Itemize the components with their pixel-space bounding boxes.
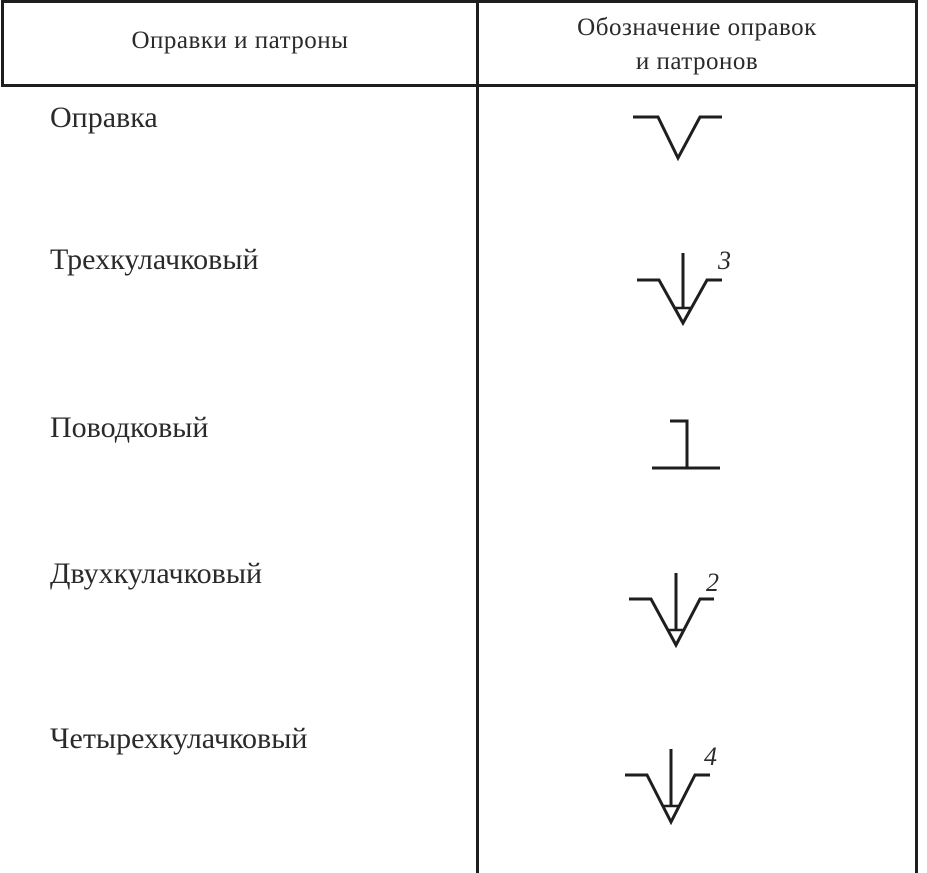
jaw-count-2: 2	[706, 568, 719, 597]
header-col-mandrels-chucks	[4, 24, 476, 58]
jaw-count-3: 3	[718, 246, 731, 275]
two-jaw-chuck-symbol-icon	[626, 567, 736, 657]
table-right-border	[915, 0, 918, 873]
four-jaw-chuck-symbol-icon	[622, 742, 732, 835]
header-bottom-border	[1, 84, 918, 87]
header-col-designation	[479, 11, 915, 79]
header-col2-line2: и патронов	[635, 48, 759, 75]
header-col1-text: Оправки и патроны	[131, 27, 349, 54]
row-label-mandrel: Оправка	[50, 101, 158, 134]
header-col2-line1: Обозначение оправок	[577, 14, 817, 41]
three-jaw-chuck-symbol-icon	[632, 245, 742, 335]
row-label-driver: Поводковый	[50, 411, 209, 444]
table-top-border	[1, 0, 918, 3]
driver-chuck-symbol-icon	[650, 418, 730, 478]
jaw-count-4: 4	[704, 742, 717, 771]
row-label-three-jaw: Трехкулачковый	[50, 243, 259, 276]
row-label-two-jaw: Двухкулачковый	[50, 557, 263, 590]
row-label-four-jaw: Четырехкулачковый	[50, 722, 308, 755]
table-column-divider	[476, 0, 479, 873]
mandrel-symbol-icon	[630, 110, 730, 170]
